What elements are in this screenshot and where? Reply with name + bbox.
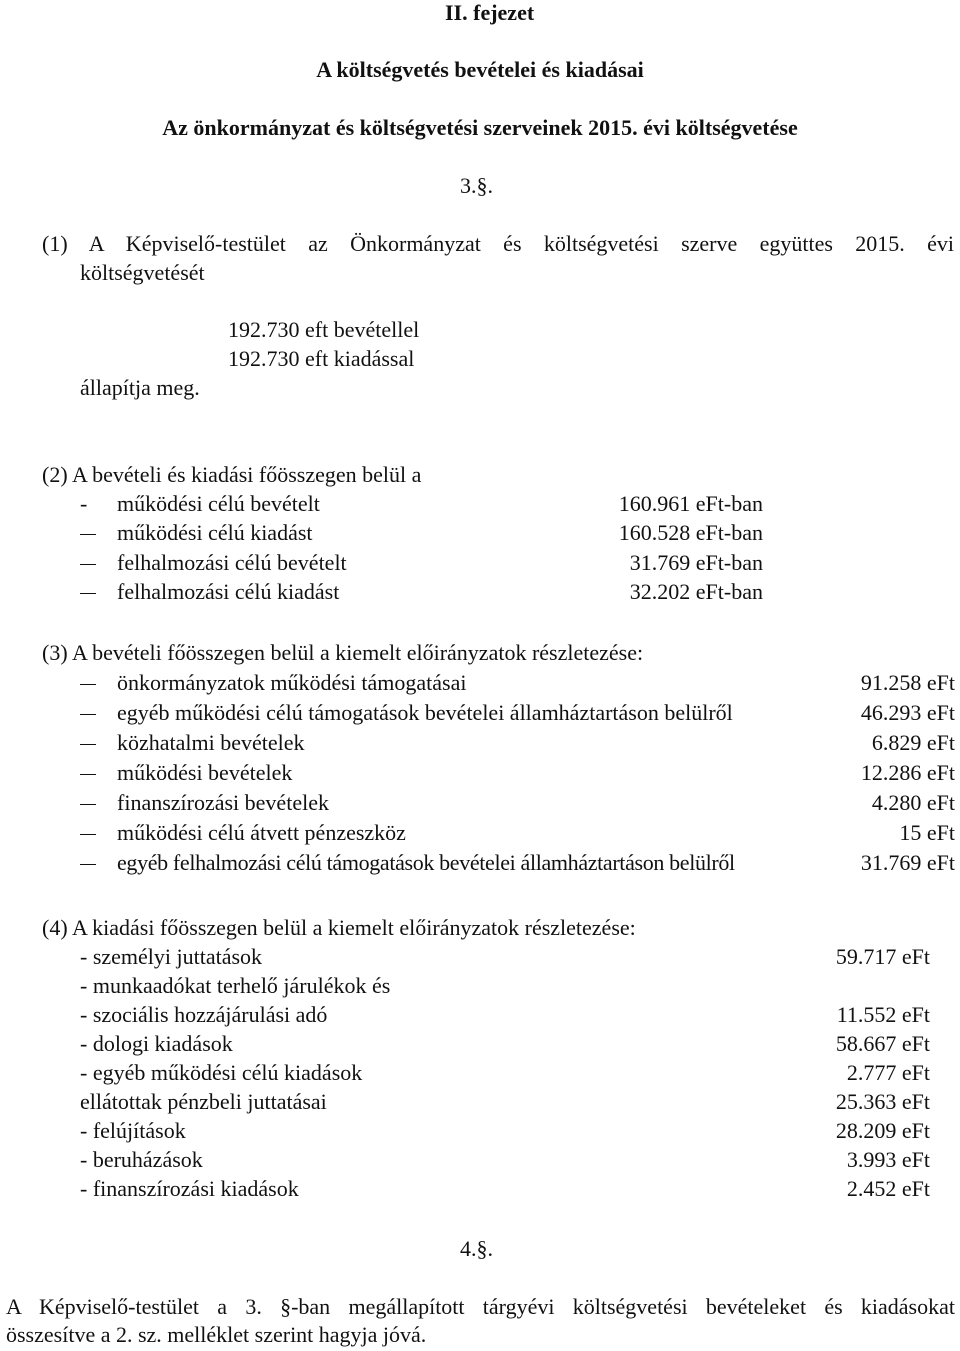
list-item-label: - munkaadókat terhelő járulékok és — [80, 973, 391, 998]
paragraph-1-conclusion: állapítja meg. — [80, 375, 200, 400]
list-item-label: működési célú kiadást — [117, 520, 313, 545]
list-item-label: egyéb működési célú támogatások bevételei államháztartáson belülről — [117, 700, 733, 725]
list-item-value: 160.528 eFt-ban — [618, 520, 763, 545]
list-item-value: 31.769 eFt-ban — [629, 550, 763, 575]
list-item-value: 91.258 eFt — [860, 670, 955, 695]
list-item-marker: - — [80, 491, 88, 516]
dash-icon — [80, 834, 96, 835]
revenue-total: 192.730 eft bevétellel — [228, 317, 420, 342]
list-item-label: egyéb felhalmozási célú támogatások bevételei államháztartáson belülről — [117, 850, 735, 875]
list-item-label: működési bevételek — [117, 760, 293, 785]
list-item-label: - személyi juttatások — [80, 944, 263, 969]
list-item-label: - felújítások — [80, 1118, 186, 1143]
dash-icon — [80, 864, 96, 865]
paragraph-1-line-1: (1) A Képviselő-testület az Önkormányzat és költségvetési szerve együttes 2015. évi — [42, 231, 954, 256]
section-4-text-line-1: A Képviselő-testület a 3. §-ban megállapított tárgyévi költségvetési bevételeket és kiadásokat — [6, 1294, 955, 1319]
list-item-value: 31.769 eFt — [860, 850, 955, 875]
dash-icon — [80, 744, 96, 745]
list-item-value: 58.667 eFt — [835, 1031, 930, 1056]
list-item-value: 4.280 eFt — [871, 790, 955, 815]
list-item-label: működési célú bevételt — [117, 491, 320, 516]
section-3-number: 3.§. — [460, 173, 493, 198]
list-item-label: közhatalmi bevételek — [117, 730, 305, 755]
list-item-value: 3.993 eFt — [846, 1147, 930, 1172]
list-item-value: 25.363 eFt — [835, 1089, 930, 1114]
list-item-value: 2.452 eFt — [846, 1176, 930, 1201]
dash-icon — [80, 804, 96, 805]
page-subtitle: Az önkormányzat és költségvetési szerveinek 2015. évi költségvetése — [162, 115, 798, 140]
list-item-label: - egyéb működési célú kiadások — [80, 1060, 363, 1085]
dash-icon — [80, 714, 96, 715]
list-item-value: 6.829 eFt — [871, 730, 955, 755]
paragraph-4-intro: (4) A kiadási főösszegen belül a kiemelt előirányzatok részletezése: — [42, 915, 636, 940]
list-item-value: 160.961 eFt-ban — [618, 491, 763, 516]
list-item-label: felhalmozási célú bevételt — [117, 550, 347, 575]
expense-total: 192.730 eft kiadással — [228, 346, 415, 371]
page-title: A költségvetés bevételei és kiadásai — [316, 57, 644, 82]
list-item-value: 46.293 eFt — [860, 700, 955, 725]
list-item-value: 15 eFt — [899, 820, 955, 845]
list-item-label: működési célú átvett pénzeszköz — [117, 820, 406, 845]
list-item-value: 59.717 eFt — [835, 944, 930, 969]
dash-icon — [80, 534, 96, 535]
list-item-label: - dologi kiadások — [80, 1031, 233, 1056]
list-item-label: finanszírozási bevételek — [117, 790, 329, 815]
list-item-value: 2.777 eFt — [846, 1060, 930, 1085]
paragraph-2-intro: (2) A bevételi és kiadási főösszegen belül a — [42, 462, 422, 487]
list-item-value: 12.286 eFt — [860, 760, 955, 785]
list-item-value: 32.202 eFt-ban — [629, 579, 763, 604]
list-item-label: - szociális hozzájárulási adó — [80, 1002, 328, 1027]
paragraph-3-intro: (3) A bevételi főösszegen belül a kiemelt előirányzatok részletezése: — [42, 640, 644, 665]
dash-icon — [80, 774, 96, 775]
list-item-label: - beruházások — [80, 1147, 203, 1172]
list-item-label: felhalmozási célú kiadást — [117, 579, 340, 604]
dash-icon — [80, 564, 96, 565]
list-item-value: 28.209 eFt — [835, 1118, 930, 1143]
paragraph-1-line-2: költségvetését — [80, 260, 205, 285]
list-item-label: ellátottak pénzbeli juttatásai — [80, 1089, 327, 1114]
dash-icon — [80, 593, 96, 594]
list-item-label: önkormányzatok működési támogatásai — [117, 670, 467, 695]
section-4-number: 4.§. — [460, 1236, 493, 1261]
list-item-value: 11.552 eFt — [836, 1002, 930, 1027]
list-item-label: - finanszírozási kiadások — [80, 1176, 299, 1201]
dash-icon — [80, 684, 96, 685]
chapter-heading: II. fejezet — [445, 0, 535, 25]
section-4-text-line-2: összesítve a 2. sz. melléklet szerint hagyja jóvá. — [6, 1322, 427, 1347]
